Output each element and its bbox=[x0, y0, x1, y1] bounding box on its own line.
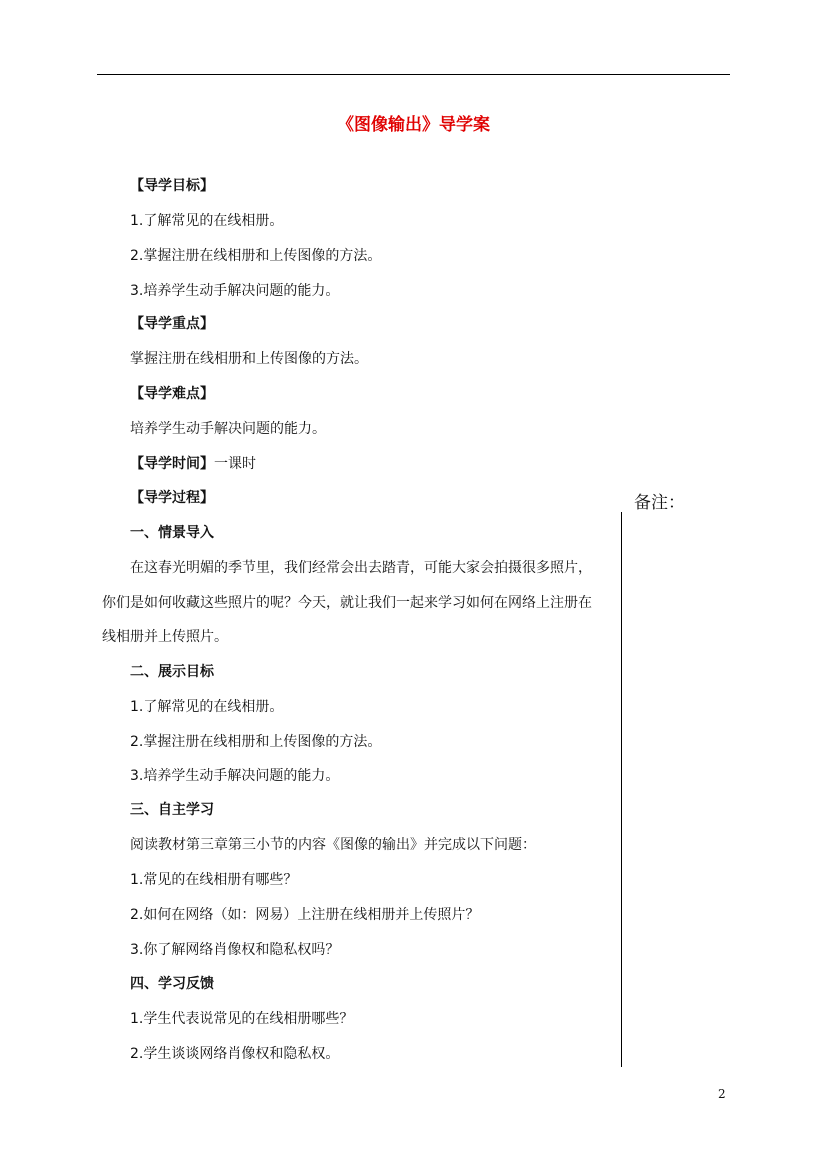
key-points-text: 掌握注册在线相册和上传图像的方法。 bbox=[130, 351, 368, 367]
section-heading: 四、学习反馈 bbox=[130, 976, 214, 992]
goal-item: 3.培养学生动手解决问题的能力。 bbox=[130, 283, 340, 299]
difficulties-heading: 【导学难点】 bbox=[130, 386, 214, 402]
list-item: 1.学生代表说常见的在线相册哪些？ bbox=[130, 1011, 354, 1027]
list-item: 2.如何在网络（如：网易）上注册在线相册并上传照片？ bbox=[130, 907, 480, 923]
paragraph-line: 阅读教材第三章第三小节的内容《图像的输出》并完成以下问题： bbox=[130, 837, 536, 853]
difficulties-text: 培养学生动手解决问题的能力。 bbox=[130, 421, 326, 437]
list-item: 2.掌握注册在线相册和上传图像的方法。 bbox=[130, 734, 382, 750]
list-item: 1.常见的在线相册有哪些？ bbox=[130, 872, 298, 888]
time-heading: 【导学时间】 bbox=[130, 456, 214, 472]
paragraph-line: 在这春光明媚的季节里，我们经常会出去踏青，可能大家会拍摄很多照片， bbox=[130, 560, 592, 576]
list-item: 1.了解常见的在线相册。 bbox=[130, 699, 284, 715]
page-number: 2 bbox=[718, 1087, 726, 1101]
remark-label: 备注： bbox=[634, 493, 685, 513]
list-item: 2.学生谈谈网络肖像权和隐私权。 bbox=[130, 1046, 340, 1062]
time-value: 一课时 bbox=[214, 456, 256, 472]
time-line bbox=[130, 456, 256, 472]
goals-heading: 【导学目标】 bbox=[130, 178, 214, 194]
list-item: 3.培养学生动手解决问题的能力。 bbox=[130, 768, 340, 784]
goal-item: 1.了解常见的在线相册。 bbox=[130, 213, 284, 229]
margin-divider bbox=[621, 512, 622, 1067]
paragraph-line: 线相册并上传照片。 bbox=[102, 629, 228, 645]
list-item: 3.你了解网络肖像权和隐私权吗？ bbox=[130, 942, 340, 958]
header-rule bbox=[97, 74, 730, 75]
section-heading: 一、情景导入 bbox=[130, 525, 214, 541]
document-title: 《图像输出》导学案 bbox=[337, 115, 490, 135]
goal-item: 2.掌握注册在线相册和上传图像的方法。 bbox=[130, 248, 382, 264]
process-heading: 【导学过程】 bbox=[130, 490, 214, 506]
section-heading: 三、自主学习 bbox=[130, 802, 214, 818]
paragraph-line: 你们是如何收藏这些照片的呢？今天，就让我们一起来学习如何在网络上注册在 bbox=[102, 595, 592, 611]
section-heading: 二、展示目标 bbox=[130, 664, 214, 680]
key-points-heading: 【导学重点】 bbox=[130, 316, 214, 332]
